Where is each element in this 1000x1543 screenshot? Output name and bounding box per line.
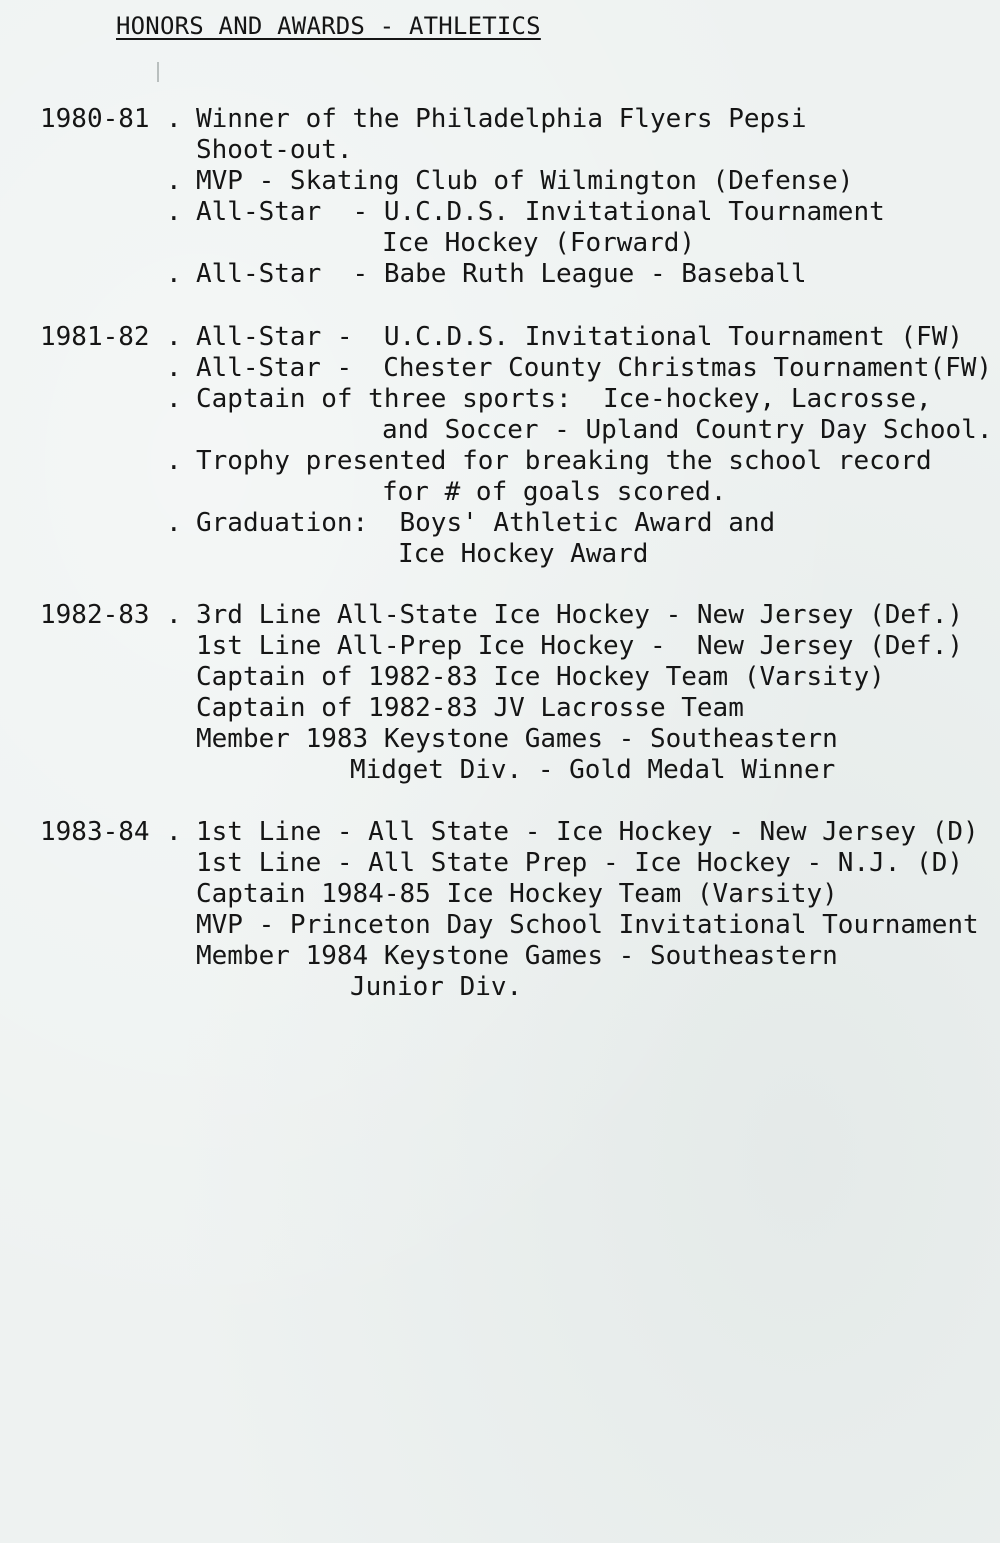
award-year: 1982-83 <box>40 600 150 630</box>
award-line: All-Star - U.C.D.S. Invitational Tournament (FW) <box>196 322 964 352</box>
bullet-mark: . <box>166 259 182 289</box>
award-line: All-Star - Babe Ruth League - Baseball <box>196 259 807 289</box>
award-line: Captain 1984-85 Ice Hockey Team (Varsity) <box>196 879 838 909</box>
bullet-mark: . <box>166 166 182 196</box>
award-line: Captain of three sports: Ice-hockey, Lacrosse, <box>196 384 932 414</box>
award-line: Trophy presented for breaking the school record <box>196 446 932 476</box>
bullet-mark: . <box>166 508 182 538</box>
award-line: Member 1984 Keystone Games - Southeastern <box>196 941 838 971</box>
bullet-mark: . <box>166 353 182 383</box>
bullet-mark: . <box>166 197 182 227</box>
bullet-mark: . <box>166 446 182 476</box>
award-year: 1983-84 <box>40 817 150 847</box>
award-line: Midget Div. - Gold Medal Winner <box>350 755 836 785</box>
award-line: All-Star - Chester County Christmas Tournament(FW) <box>196 353 992 383</box>
bullet-mark: . <box>166 104 182 134</box>
award-line: for # of goals scored. <box>382 477 727 507</box>
award-year: 1981-82 <box>40 322 150 352</box>
bullet-mark: . <box>166 384 182 414</box>
bullet-mark: . <box>166 817 182 847</box>
award-line: Captain of 1982-83 Ice Hockey Team (Varsity) <box>196 662 885 692</box>
award-line: Winner of the Philadelphia Flyers Pepsi <box>196 104 807 134</box>
award-line: Captain of 1982-83 JV Lacrosse Team <box>196 693 744 723</box>
award-line: Shoot-out. <box>196 135 353 165</box>
bullet-mark: . <box>166 600 182 630</box>
award-year: 1980-81 <box>40 104 150 134</box>
award-line: Graduation: Boys' Athletic Award and <box>196 508 776 538</box>
award-line: Ice Hockey Award <box>398 539 649 569</box>
award-line: Junior Div. <box>350 972 523 1002</box>
award-line: 1st Line - All State Prep - Ice Hockey - N.J. (D) <box>196 848 964 878</box>
award-line: MVP - Princeton Day School Invitational Tournament <box>196 910 979 940</box>
award-line: MVP - Skating Club of Wilmington (Defense) <box>196 166 854 196</box>
award-line: Ice Hockey (Forward) <box>382 228 696 258</box>
award-line: All-Star - U.C.D.S. Invitational Tournament <box>196 197 885 227</box>
award-line: 1st Line - All State - Ice Hockey - New Jersey (D) <box>196 817 979 847</box>
award-line: Member 1983 Keystone Games - Southeastern <box>196 724 838 754</box>
award-line: 1st Line All-Prep Ice Hockey - New Jersey (Def.) <box>196 631 964 661</box>
paper-mark <box>157 62 159 82</box>
bullet-mark: . <box>166 322 182 352</box>
award-line: 3rd Line All-State Ice Hockey - New Jersey (Def.) <box>196 600 964 630</box>
page-title: HONORS AND AWARDS - ATHLETICS <box>116 12 541 40</box>
award-line: and Soccer - Upland Country Day School. <box>382 415 993 445</box>
